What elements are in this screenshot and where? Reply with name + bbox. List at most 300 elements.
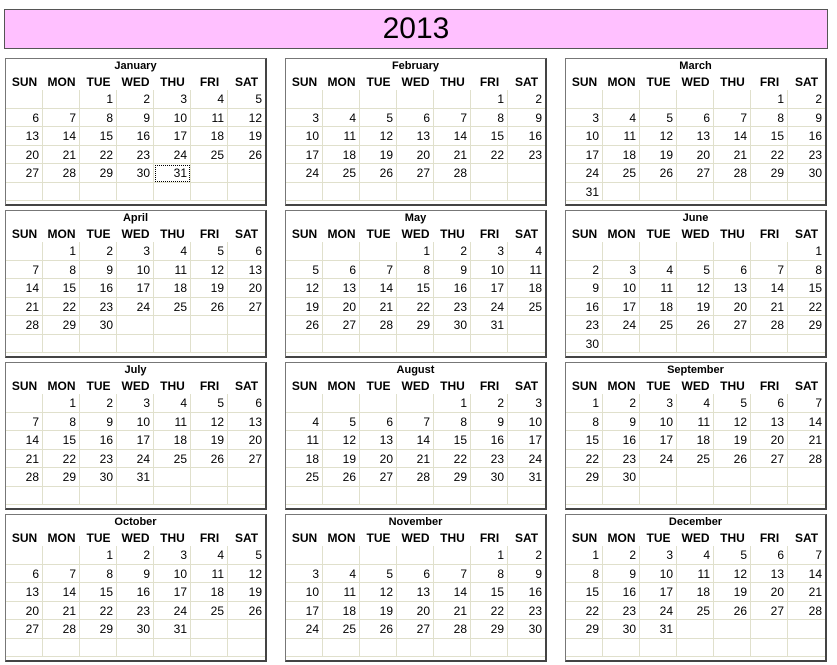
day-cell[interactable]: 22: [566, 450, 603, 469]
day-cell[interactable]: 31: [566, 183, 603, 202]
day-cell[interactable]: [751, 242, 788, 261]
day-cell[interactable]: 28: [43, 164, 80, 183]
day-cell[interactable]: [360, 242, 397, 261]
day-cell[interactable]: 17: [603, 298, 640, 317]
day-cell[interactable]: [508, 316, 545, 335]
day-cell[interactable]: 8: [751, 109, 788, 128]
day-cell[interactable]: 6: [677, 109, 714, 128]
day-cell[interactable]: [43, 183, 80, 202]
day-cell[interactable]: 17: [640, 583, 677, 602]
day-cell[interactable]: 13: [323, 279, 360, 298]
day-cell[interactable]: 14: [43, 127, 80, 146]
day-cell[interactable]: [397, 487, 434, 506]
day-cell[interactable]: 6: [6, 565, 43, 584]
day-cell[interactable]: 18: [508, 279, 545, 298]
day-cell[interactable]: [751, 620, 788, 639]
day-cell[interactable]: [360, 335, 397, 354]
day-cell[interactable]: 15: [434, 431, 471, 450]
day-cell[interactable]: 17: [117, 279, 154, 298]
day-cell[interactable]: 9: [80, 261, 117, 280]
day-cell[interactable]: 25: [191, 602, 228, 621]
day-cell[interactable]: 28: [751, 316, 788, 335]
day-cell[interactable]: [80, 639, 117, 658]
day-cell[interactable]: 28: [6, 316, 43, 335]
day-cell[interactable]: 6: [397, 109, 434, 128]
day-cell[interactable]: 26: [677, 316, 714, 335]
day-cell[interactable]: [788, 639, 825, 658]
day-cell[interactable]: [191, 620, 228, 639]
day-cell[interactable]: 24: [603, 316, 640, 335]
day-cell[interactable]: 15: [788, 279, 825, 298]
day-cell[interactable]: [360, 487, 397, 506]
day-cell[interactable]: [191, 335, 228, 354]
day-cell[interactable]: [43, 639, 80, 658]
day-cell[interactable]: [508, 335, 545, 354]
day-cell[interactable]: 30: [603, 620, 640, 639]
day-cell[interactable]: 9: [471, 413, 508, 432]
day-cell[interactable]: 16: [471, 431, 508, 450]
day-cell[interactable]: 9: [508, 109, 545, 128]
day-cell[interactable]: 13: [714, 279, 751, 298]
day-cell[interactable]: 18: [191, 127, 228, 146]
day-cell[interactable]: 27: [228, 298, 265, 317]
day-cell[interactable]: [603, 90, 640, 109]
day-cell[interactable]: [603, 639, 640, 658]
day-cell[interactable]: 22: [80, 146, 117, 165]
day-cell[interactable]: 9: [117, 565, 154, 584]
day-cell[interactable]: 17: [286, 146, 323, 165]
day-cell[interactable]: [788, 183, 825, 202]
day-cell[interactable]: 16: [603, 431, 640, 450]
day-cell[interactable]: 6: [228, 394, 265, 413]
day-cell[interactable]: 11: [154, 413, 191, 432]
day-cell[interactable]: 20: [228, 431, 265, 450]
day-cell[interactable]: 11: [323, 583, 360, 602]
day-cell[interactable]: 2: [471, 394, 508, 413]
day-cell[interactable]: 2: [80, 394, 117, 413]
day-cell[interactable]: [323, 183, 360, 202]
day-cell[interactable]: [323, 242, 360, 261]
day-cell[interactable]: 10: [117, 413, 154, 432]
day-cell[interactable]: 5: [360, 109, 397, 128]
day-cell[interactable]: 13: [751, 565, 788, 584]
day-cell[interactable]: 28: [6, 468, 43, 487]
day-cell[interactable]: 11: [191, 109, 228, 128]
day-cell[interactable]: 13: [228, 413, 265, 432]
day-cell[interactable]: 14: [434, 583, 471, 602]
day-cell[interactable]: 7: [714, 109, 751, 128]
day-cell[interactable]: [191, 183, 228, 202]
day-cell[interactable]: 14: [788, 565, 825, 584]
day-cell[interactable]: [434, 183, 471, 202]
day-cell[interactable]: [714, 487, 751, 506]
day-cell[interactable]: 21: [360, 298, 397, 317]
day-cell[interactable]: 22: [434, 450, 471, 469]
day-cell[interactable]: [191, 468, 228, 487]
day-cell[interactable]: 18: [677, 431, 714, 450]
day-cell[interactable]: 5: [323, 413, 360, 432]
day-cell[interactable]: 14: [6, 431, 43, 450]
day-cell[interactable]: [751, 468, 788, 487]
day-cell[interactable]: 29: [80, 164, 117, 183]
day-cell[interactable]: 19: [228, 583, 265, 602]
day-cell[interactable]: 26: [360, 620, 397, 639]
day-cell[interactable]: 9: [603, 565, 640, 584]
day-cell[interactable]: [788, 620, 825, 639]
day-cell[interactable]: 4: [191, 546, 228, 565]
day-cell[interactable]: 3: [640, 394, 677, 413]
day-cell[interactable]: 30: [434, 316, 471, 335]
day-cell[interactable]: 16: [788, 127, 825, 146]
day-cell[interactable]: [6, 335, 43, 354]
day-cell[interactable]: [43, 546, 80, 565]
day-cell[interactable]: 7: [43, 565, 80, 584]
day-cell[interactable]: 3: [640, 546, 677, 565]
day-cell[interactable]: [228, 487, 265, 506]
day-cell[interactable]: 10: [640, 413, 677, 432]
day-cell[interactable]: 12: [228, 109, 265, 128]
day-cell[interactable]: 23: [80, 450, 117, 469]
day-cell[interactable]: 17: [117, 431, 154, 450]
day-cell[interactable]: 16: [603, 583, 640, 602]
day-cell[interactable]: 23: [508, 146, 545, 165]
day-cell[interactable]: 11: [286, 431, 323, 450]
day-cell[interactable]: 26: [323, 468, 360, 487]
day-cell[interactable]: [286, 639, 323, 658]
day-cell[interactable]: 11: [677, 413, 714, 432]
day-cell[interactable]: 18: [286, 450, 323, 469]
day-cell[interactable]: 18: [677, 583, 714, 602]
day-cell[interactable]: 12: [640, 127, 677, 146]
day-cell[interactable]: [117, 335, 154, 354]
day-cell[interactable]: 15: [80, 127, 117, 146]
day-cell[interactable]: 6: [228, 242, 265, 261]
day-cell[interactable]: 16: [117, 583, 154, 602]
day-cell[interactable]: [397, 639, 434, 658]
day-cell[interactable]: [286, 546, 323, 565]
day-cell[interactable]: 19: [677, 298, 714, 317]
day-cell[interactable]: 24: [286, 164, 323, 183]
day-cell[interactable]: 13: [397, 583, 434, 602]
day-cell[interactable]: [228, 164, 265, 183]
day-cell[interactable]: 5: [286, 261, 323, 280]
day-cell[interactable]: 22: [397, 298, 434, 317]
day-cell[interactable]: 12: [191, 261, 228, 280]
day-cell[interactable]: 25: [286, 468, 323, 487]
day-cell[interactable]: 8: [43, 413, 80, 432]
day-cell[interactable]: [508, 183, 545, 202]
day-cell[interactable]: 19: [191, 279, 228, 298]
day-cell[interactable]: 28: [434, 620, 471, 639]
day-cell[interactable]: 8: [566, 565, 603, 584]
day-cell[interactable]: 3: [117, 242, 154, 261]
day-cell[interactable]: 26: [286, 316, 323, 335]
day-cell[interactable]: 12: [323, 431, 360, 450]
day-cell[interactable]: 13: [360, 431, 397, 450]
day-cell[interactable]: [603, 242, 640, 261]
day-cell[interactable]: 3: [566, 109, 603, 128]
day-cell[interactable]: [640, 487, 677, 506]
day-cell[interactable]: 1: [566, 394, 603, 413]
day-cell[interactable]: 21: [43, 602, 80, 621]
day-cell[interactable]: 24: [640, 450, 677, 469]
day-cell[interactable]: 19: [714, 431, 751, 450]
day-cell[interactable]: [788, 487, 825, 506]
day-cell[interactable]: 24: [154, 146, 191, 165]
day-cell[interactable]: 8: [788, 261, 825, 280]
day-cell[interactable]: 27: [751, 450, 788, 469]
day-cell[interactable]: [471, 164, 508, 183]
day-cell[interactable]: 28: [788, 450, 825, 469]
day-cell[interactable]: 23: [603, 602, 640, 621]
day-cell[interactable]: 23: [508, 602, 545, 621]
day-cell[interactable]: 1: [751, 90, 788, 109]
day-cell[interactable]: 25: [640, 316, 677, 335]
day-cell[interactable]: 10: [154, 565, 191, 584]
day-cell[interactable]: 6: [714, 261, 751, 280]
day-cell[interactable]: 9: [566, 279, 603, 298]
day-cell[interactable]: 7: [6, 413, 43, 432]
day-cell[interactable]: 8: [43, 261, 80, 280]
day-cell[interactable]: 10: [286, 127, 323, 146]
day-cell[interactable]: [43, 90, 80, 109]
day-cell[interactable]: 25: [508, 298, 545, 317]
day-cell[interactable]: 11: [323, 127, 360, 146]
day-cell[interactable]: 19: [714, 583, 751, 602]
day-cell[interactable]: 1: [397, 242, 434, 261]
day-cell[interactable]: 22: [80, 602, 117, 621]
day-cell[interactable]: 2: [117, 546, 154, 565]
day-cell[interactable]: 25: [191, 146, 228, 165]
day-cell[interactable]: 2: [603, 546, 640, 565]
day-cell[interactable]: [323, 90, 360, 109]
day-cell[interactable]: [43, 335, 80, 354]
day-cell[interactable]: 21: [788, 583, 825, 602]
day-cell[interactable]: 5: [714, 394, 751, 413]
day-cell[interactable]: 12: [714, 413, 751, 432]
day-cell[interactable]: 5: [191, 242, 228, 261]
day-cell[interactable]: 1: [43, 394, 80, 413]
day-cell[interactable]: 16: [80, 431, 117, 450]
day-cell[interactable]: 12: [677, 279, 714, 298]
day-cell[interactable]: 13: [6, 127, 43, 146]
day-cell[interactable]: [714, 335, 751, 354]
day-cell[interactable]: [360, 394, 397, 413]
day-cell[interactable]: 24: [508, 450, 545, 469]
day-cell[interactable]: 13: [751, 413, 788, 432]
day-cell[interactable]: 12: [191, 413, 228, 432]
day-cell[interactable]: 20: [677, 146, 714, 165]
day-cell[interactable]: [228, 316, 265, 335]
day-cell[interactable]: 20: [751, 583, 788, 602]
day-cell[interactable]: [323, 639, 360, 658]
day-cell[interactable]: 15: [397, 279, 434, 298]
day-cell[interactable]: [677, 487, 714, 506]
day-cell[interactable]: 7: [751, 261, 788, 280]
day-cell[interactable]: 4: [677, 394, 714, 413]
day-cell[interactable]: [751, 183, 788, 202]
day-cell[interactable]: 1: [788, 242, 825, 261]
day-cell[interactable]: 24: [286, 620, 323, 639]
day-cell[interactable]: [117, 316, 154, 335]
day-cell[interactable]: 14: [397, 431, 434, 450]
day-cell[interactable]: 25: [677, 450, 714, 469]
day-cell[interactable]: 5: [228, 546, 265, 565]
day-cell[interactable]: 31: [471, 316, 508, 335]
day-cell[interactable]: 26: [640, 164, 677, 183]
day-cell[interactable]: 1: [80, 546, 117, 565]
day-cell[interactable]: 4: [323, 565, 360, 584]
day-cell[interactable]: 17: [154, 127, 191, 146]
day-cell[interactable]: [228, 639, 265, 658]
day-cell[interactable]: 30: [117, 620, 154, 639]
day-cell[interactable]: 30: [788, 164, 825, 183]
day-cell[interactable]: 8: [471, 109, 508, 128]
day-cell[interactable]: 8: [471, 565, 508, 584]
day-cell[interactable]: 5: [228, 90, 265, 109]
day-cell[interactable]: 17: [566, 146, 603, 165]
day-cell[interactable]: 22: [471, 146, 508, 165]
day-cell[interactable]: 3: [603, 261, 640, 280]
day-cell[interactable]: [154, 335, 191, 354]
day-cell[interactable]: [603, 183, 640, 202]
day-cell[interactable]: [154, 183, 191, 202]
day-cell[interactable]: 10: [471, 261, 508, 280]
day-cell[interactable]: [360, 639, 397, 658]
day-cell[interactable]: 14: [788, 413, 825, 432]
day-cell[interactable]: [434, 639, 471, 658]
day-cell[interactable]: [323, 394, 360, 413]
day-cell[interactable]: 18: [603, 146, 640, 165]
day-cell[interactable]: [286, 394, 323, 413]
day-cell[interactable]: [566, 639, 603, 658]
day-cell[interactable]: 20: [751, 431, 788, 450]
day-cell[interactable]: [286, 90, 323, 109]
day-cell[interactable]: [714, 242, 751, 261]
day-cell[interactable]: 25: [323, 164, 360, 183]
day-cell[interactable]: 10: [508, 413, 545, 432]
day-cell[interactable]: 16: [80, 279, 117, 298]
day-cell[interactable]: 13: [6, 583, 43, 602]
day-cell[interactable]: 29: [43, 468, 80, 487]
day-cell[interactable]: [640, 242, 677, 261]
day-cell[interactable]: [677, 468, 714, 487]
day-cell[interactable]: 17: [640, 431, 677, 450]
day-cell[interactable]: 31: [154, 620, 191, 639]
day-cell[interactable]: 10: [603, 279, 640, 298]
day-cell[interactable]: [471, 335, 508, 354]
day-cell[interactable]: 29: [434, 468, 471, 487]
day-cell[interactable]: 18: [323, 602, 360, 621]
day-cell[interactable]: 14: [6, 279, 43, 298]
day-cell[interactable]: 20: [360, 450, 397, 469]
day-cell[interactable]: 4: [640, 261, 677, 280]
day-cell[interactable]: 21: [788, 431, 825, 450]
day-cell[interactable]: [191, 487, 228, 506]
day-cell[interactable]: [117, 183, 154, 202]
day-cell[interactable]: 28: [714, 164, 751, 183]
day-cell[interactable]: [603, 487, 640, 506]
day-cell[interactable]: 31: [640, 620, 677, 639]
day-cell[interactable]: 15: [751, 127, 788, 146]
day-cell[interactable]: [508, 487, 545, 506]
day-cell[interactable]: 27: [228, 450, 265, 469]
day-cell[interactable]: [397, 90, 434, 109]
day-cell[interactable]: 18: [640, 298, 677, 317]
day-cell[interactable]: 15: [43, 431, 80, 450]
day-cell[interactable]: 24: [154, 602, 191, 621]
day-cell[interactable]: 1: [434, 394, 471, 413]
day-cell[interactable]: 20: [228, 279, 265, 298]
day-cell[interactable]: [714, 620, 751, 639]
day-cell[interactable]: 3: [471, 242, 508, 261]
day-cell[interactable]: 28: [43, 620, 80, 639]
day-cell[interactable]: 17: [154, 583, 191, 602]
day-cell[interactable]: 31: [154, 164, 191, 183]
day-cell[interactable]: [323, 546, 360, 565]
day-cell[interactable]: [714, 183, 751, 202]
day-cell[interactable]: [154, 487, 191, 506]
day-cell[interactable]: [603, 335, 640, 354]
day-cell[interactable]: 9: [117, 109, 154, 128]
day-cell[interactable]: 5: [191, 394, 228, 413]
day-cell[interactable]: 15: [43, 279, 80, 298]
day-cell[interactable]: 24: [117, 450, 154, 469]
day-cell[interactable]: [640, 90, 677, 109]
day-cell[interactable]: [640, 639, 677, 658]
day-cell[interactable]: [360, 90, 397, 109]
day-cell[interactable]: [788, 468, 825, 487]
day-cell[interactable]: 6: [360, 413, 397, 432]
day-cell[interactable]: [471, 183, 508, 202]
day-cell[interactable]: 27: [323, 316, 360, 335]
day-cell[interactable]: 15: [566, 583, 603, 602]
day-cell[interactable]: 11: [508, 261, 545, 280]
day-cell[interactable]: 8: [434, 413, 471, 432]
day-cell[interactable]: [360, 183, 397, 202]
day-cell[interactable]: 22: [751, 146, 788, 165]
day-cell[interactable]: 28: [360, 316, 397, 335]
day-cell[interactable]: 15: [471, 583, 508, 602]
day-cell[interactable]: [6, 183, 43, 202]
day-cell[interactable]: [286, 242, 323, 261]
day-cell[interactable]: 19: [323, 450, 360, 469]
day-cell[interactable]: 2: [434, 242, 471, 261]
day-cell[interactable]: 18: [154, 279, 191, 298]
day-cell[interactable]: [434, 487, 471, 506]
day-cell[interactable]: 19: [360, 602, 397, 621]
day-cell[interactable]: 30: [566, 335, 603, 354]
day-cell[interactable]: 22: [43, 450, 80, 469]
day-cell[interactable]: 12: [286, 279, 323, 298]
day-cell[interactable]: 25: [154, 298, 191, 317]
day-cell[interactable]: [751, 487, 788, 506]
day-cell[interactable]: [434, 90, 471, 109]
day-cell[interactable]: 20: [397, 146, 434, 165]
day-cell[interactable]: 25: [323, 620, 360, 639]
day-cell[interactable]: 18: [323, 146, 360, 165]
day-cell[interactable]: 30: [603, 468, 640, 487]
day-cell[interactable]: 28: [434, 164, 471, 183]
day-cell[interactable]: 4: [508, 242, 545, 261]
day-cell[interactable]: 21: [714, 146, 751, 165]
day-cell[interactable]: 19: [360, 146, 397, 165]
day-cell[interactable]: 4: [677, 546, 714, 565]
day-cell[interactable]: 19: [286, 298, 323, 317]
day-cell[interactable]: 27: [714, 316, 751, 335]
day-cell[interactable]: 10: [286, 583, 323, 602]
day-cell[interactable]: [508, 164, 545, 183]
